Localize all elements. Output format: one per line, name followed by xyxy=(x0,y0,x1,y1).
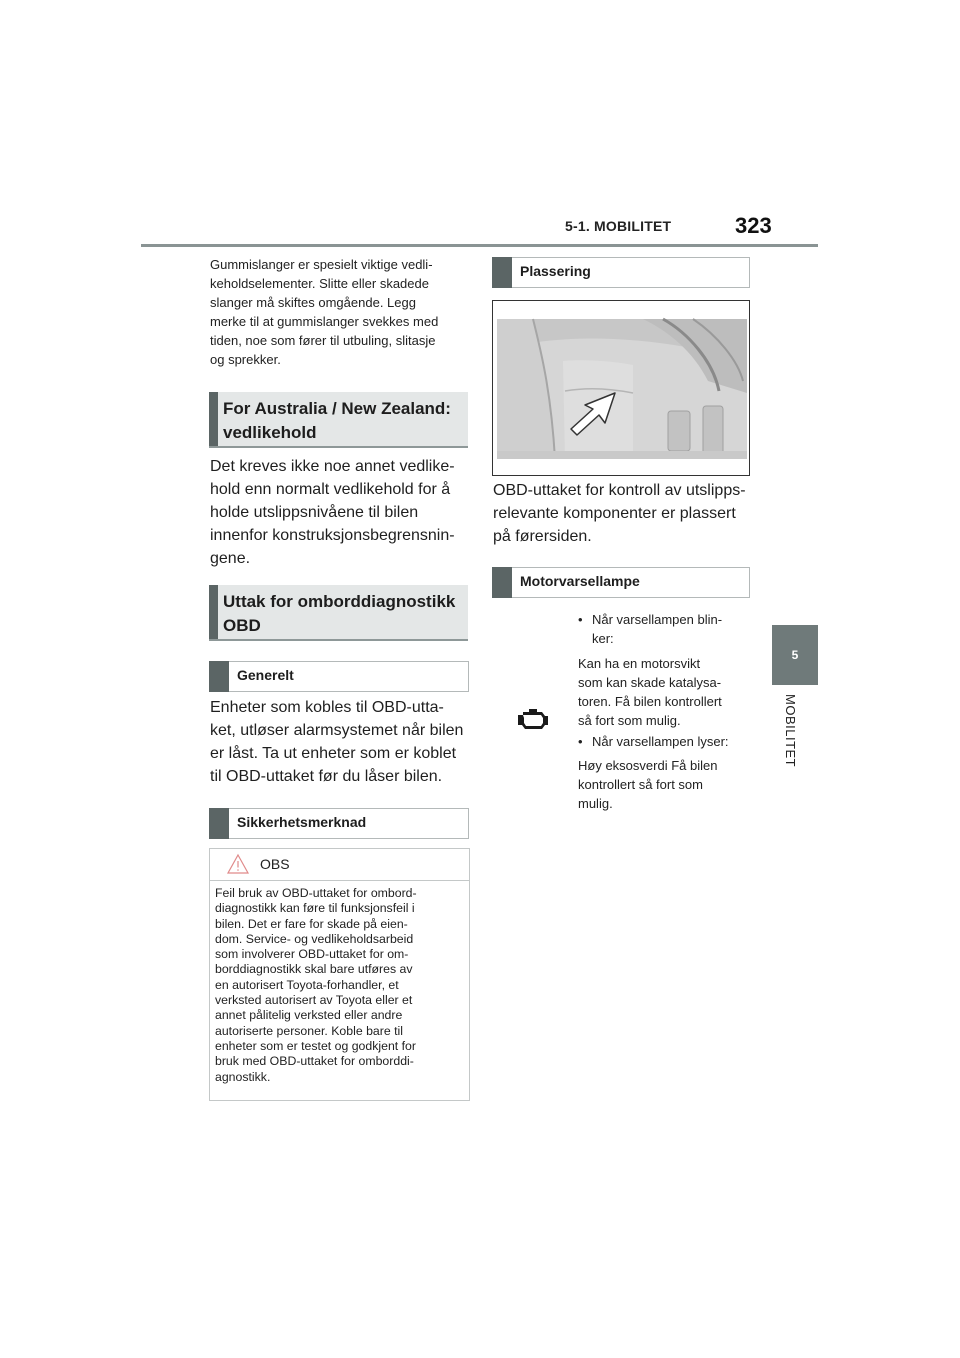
lamp-line: Kan ha en motorsvikt xyxy=(578,656,701,671)
warning-line: borddiagnostikk skal bare utføres av xyxy=(215,962,413,977)
lamp-line: ker: xyxy=(592,631,614,646)
subheading-text: Plassering xyxy=(520,263,591,279)
warning-line: annet pålitelig verksted eller andre xyxy=(215,1008,403,1023)
warning-line: enheter som er testet og godkjent for xyxy=(215,1038,416,1053)
body-line: er låst. Ta ut enheter som er koblet xyxy=(210,745,457,762)
obd-location-image xyxy=(492,300,750,476)
bullet: • xyxy=(578,612,583,627)
warning-line: dom. Service- og vedlikeholdsarbeid xyxy=(215,931,414,946)
lamp-row-blinking-desc xyxy=(578,654,748,730)
warning-box xyxy=(209,848,470,1101)
lamp-line: så fort som mulig. xyxy=(578,713,681,728)
warning-divider xyxy=(210,880,469,881)
warning-triangle-icon xyxy=(226,853,250,875)
location-paragraph xyxy=(493,479,753,548)
heading-obd xyxy=(209,585,468,641)
heading-text xyxy=(223,397,451,445)
obd-general-paragraph xyxy=(210,696,472,788)
subheading-location xyxy=(492,257,750,288)
subheading-text: Motorvarsellampe xyxy=(520,573,640,589)
body-line: innenfor konstruksjonsbegrensnin- xyxy=(210,527,455,544)
warning-line: som involverer OBD-uttaket for om- xyxy=(215,947,409,962)
lamp-line: Når varsellampen lyser: xyxy=(592,734,729,749)
warning-text xyxy=(215,886,465,1085)
intro-line: keholdselementer. Slitte eller skadede xyxy=(210,276,429,291)
intro-line: merke til at gummislanger svekkes med xyxy=(210,314,439,329)
subheading-text: Sikkerhetsmerknad xyxy=(237,814,367,830)
warning-line: bilen. Det er fare for skade på eien- xyxy=(215,916,408,931)
lamp-row-steady xyxy=(578,732,748,751)
heading-line: OBD xyxy=(223,616,261,635)
body-line: på førersiden. xyxy=(493,528,592,545)
body-line: holde utslippsnivåene til bilen xyxy=(210,504,419,521)
subheading-accent-bar xyxy=(209,661,229,692)
heading-australia-nz xyxy=(209,392,468,448)
intro-paragraph xyxy=(210,255,472,369)
body-line: OBD-uttaket for kontroll av utslipps- xyxy=(493,482,746,499)
page-number: 323 xyxy=(735,213,772,238)
lamp-line: Når varsellampen blin- xyxy=(592,612,723,627)
intro-line: Gummislanger er spesielt viktige vedli- xyxy=(210,257,433,272)
warning-line: en autorisert Toyota-forhandler, et xyxy=(215,977,399,992)
heading-line: For Australia / New Zealand: xyxy=(223,399,451,418)
lamp-line: mulig. xyxy=(578,796,613,811)
body-line: til OBD-uttaket før du låser bilen. xyxy=(210,768,443,785)
heading-accent-bar xyxy=(209,585,218,639)
lamp-line: Høy eksosverdi Få bilen xyxy=(578,758,718,773)
subheading-general xyxy=(209,661,469,692)
body-line: ket, utløser alarmsystemet når bilen xyxy=(210,722,464,739)
body-line: Enheter som kobles til OBD-utta- xyxy=(210,699,444,716)
warning-line: diagnostikk kan føre til funksjonsfeil i xyxy=(215,901,415,916)
heading-text xyxy=(223,590,455,638)
section-title: 5-1. MOBILITET xyxy=(565,218,672,234)
warning-title: OBS xyxy=(260,856,290,872)
body-line: relevante komponenter er plassert xyxy=(493,505,736,522)
subheading-safety xyxy=(209,808,469,839)
warning-line: bruk med OBD-uttaket for omborddi- xyxy=(215,1054,414,1069)
subheading-accent-bar xyxy=(492,257,512,288)
warning-line: agnostikk. xyxy=(215,1069,271,1084)
maintenance-paragraph xyxy=(210,455,472,570)
lamp-row-steady-desc xyxy=(578,756,748,813)
engine-warning-icon xyxy=(515,707,551,733)
subheading-accent-bar xyxy=(492,567,512,598)
chapter-tab: 5 xyxy=(772,625,818,685)
warning-line: Feil bruk av OBD-uttaket for ombord- xyxy=(215,886,417,900)
lamp-line: som kan skade katalysa- xyxy=(578,675,722,690)
body-line: gene. xyxy=(210,550,251,567)
chapter-label xyxy=(783,694,807,784)
body-line: hold enn normalt vedlikehold for å xyxy=(210,481,451,498)
chapter-label-text: MOBILITET xyxy=(783,694,798,768)
subheading-accent-bar xyxy=(209,808,229,839)
heading-line: Uttak for omborddiagnostikk xyxy=(223,592,456,611)
intro-line: tiden, noe som fører til utbuling, slitasje xyxy=(210,333,436,348)
warning-line: autoriserte personer. Koble bare til xyxy=(215,1023,403,1038)
lamp-line: kontrollert så fort som xyxy=(578,777,703,792)
heading-accent-bar xyxy=(209,392,218,446)
warning-line: verksted autorisert av Toyota eller et xyxy=(215,993,413,1008)
intro-line: slanger må skiftes omgående. Legg xyxy=(210,295,416,310)
lamp-line: toren. Få bilen kontrollert xyxy=(578,694,722,709)
obd-port-location-illustration xyxy=(493,301,749,475)
body-line: Det kreves ikke noe annet vedlike- xyxy=(210,458,455,475)
bullet: • xyxy=(578,734,583,749)
header-divider xyxy=(141,244,818,247)
lamp-row-blinking xyxy=(578,610,748,648)
intro-line: og sprekker. xyxy=(210,352,281,367)
subheading-text: Generelt xyxy=(237,667,294,683)
subheading-engine-lamp xyxy=(492,567,750,598)
engine-lamp-table xyxy=(492,597,748,819)
heading-line: vedlikehold xyxy=(223,423,317,442)
